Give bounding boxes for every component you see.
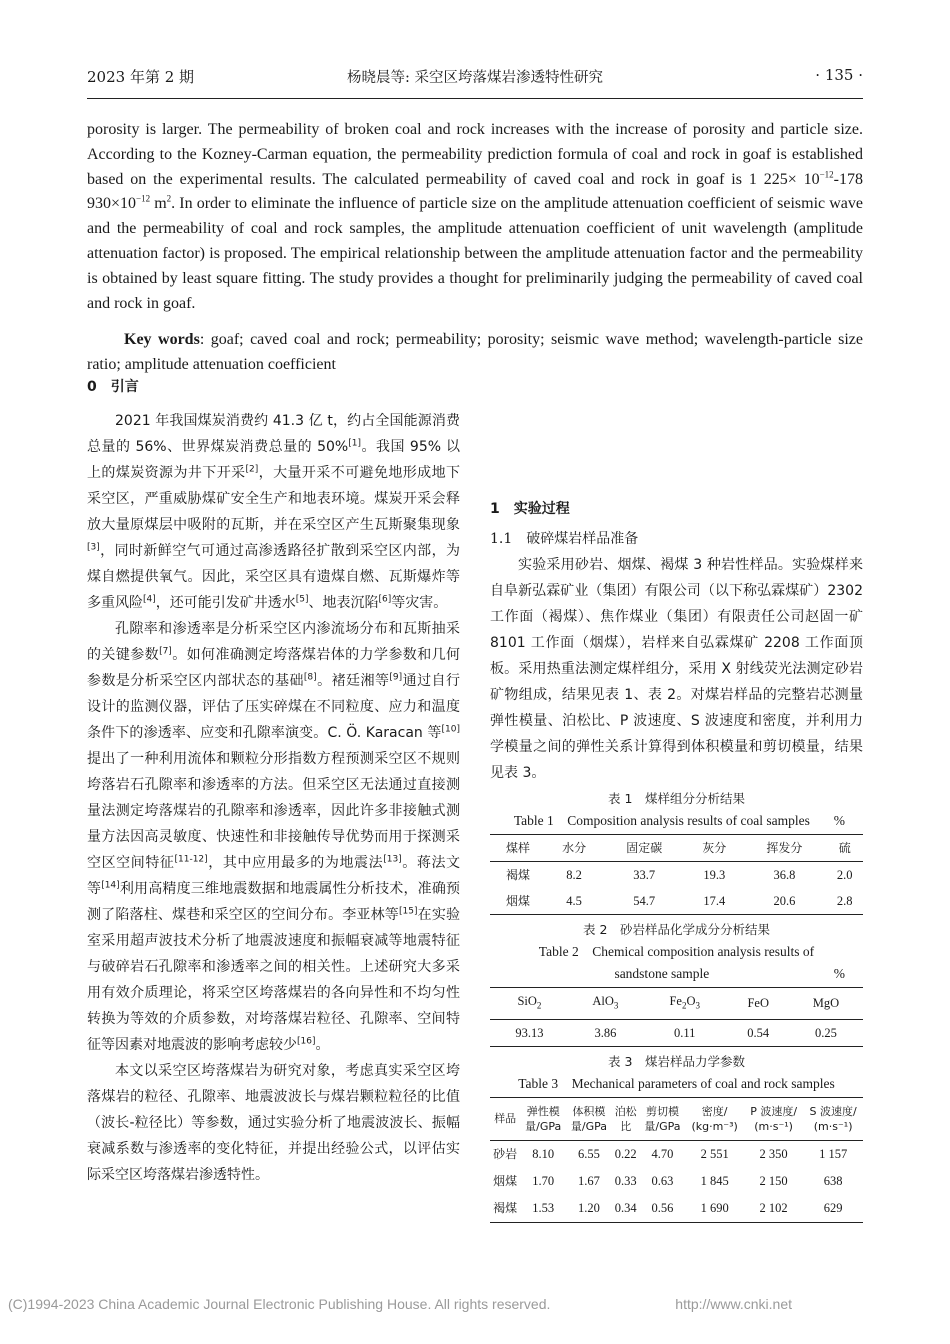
table3-cell: 烟煤 (493, 1174, 518, 1188)
table3-cell: 1.20 (577, 1201, 600, 1215)
table3-cell: 褐煤 (493, 1201, 518, 1215)
table1-cell: 2.8 (836, 894, 853, 908)
keywords-label: Key words (124, 331, 200, 349)
section1-paragraph: 实验采用砂岩、烟煤、褐煤 3 种岩性样品。实验煤样来自阜新弘霖矿业（集团）有限公司（以下称弘霖煤矿）2302 工作面（褐煤）、焦作煤业（集团）有限责任公司赵固一矿 8101 工作面（烟煤），岩样来自弘霖煤矿 2208 工作面顶板。采用热重法测定煤样组分，采用 X 射线荧光法测定砂岩矿物组成，结果见表 1、表 2。对煤岩样品的完整岩芯测量弹性模量、泊松比、P 波速度、S 波速度和密度，并利用力学模量之间的弹性关系计算得到体积模量和剪切模量，结果见表 3。 (490, 557, 863, 781)
intro-paragraph-3: 本文以采空区垮落煤岩为研究对象，考虑真实采空区垮落煤岩的粒径、孔隙率、地震波波长与煤岩颗粒粒径的比值（波长-粒径比）等参数，通过实验分析了地震波波长、振幅衰减系数与渗透率的变化特征，并提出经验公式，以评估实际采空区垮落煤岩渗透特性。 (87, 1063, 460, 1183)
table3-cell: 1 157 (819, 1147, 848, 1161)
left-column (87, 360, 460, 1188)
table1-unit: % (833, 813, 845, 828)
table1-cell: 20.6 (773, 894, 796, 908)
table3-cell: 629 (823, 1201, 843, 1215)
table2-caption-cn: 表 2 砂岩样品化学成分分析结果 (583, 922, 770, 937)
table1-cell: 烟煤 (506, 894, 531, 908)
table1-cell: 4.5 (566, 894, 582, 908)
table3-cell: 8.10 (532, 1147, 555, 1161)
table2-header-cell: MgO (812, 996, 840, 1011)
page-footer (0, 1296, 950, 1318)
table1-cell: 褐煤 (506, 868, 531, 882)
table3-header-cell: 弹性模 量/GPa (525, 1104, 562, 1133)
table3-row (490, 1195, 863, 1223)
table1-cell: 33.7 (633, 868, 656, 882)
table1-cell: 19.3 (703, 868, 726, 882)
table1-cell: 17.4 (703, 894, 726, 908)
table3-header-cell: 体积模 量/GPa (570, 1104, 607, 1133)
table3-cell: 0.34 (614, 1201, 637, 1215)
table3-cell: 2 102 (759, 1201, 788, 1215)
table2-cell: 3.86 (594, 1025, 617, 1040)
table3-header-cell: S 波速度/ (m·s⁻¹) (809, 1104, 857, 1133)
copyright-notice: (C)1994-2023 China Academic Journal Electronic Publishing House. All rights reserved. (8, 1296, 551, 1312)
abstract-text: porosity is larger. The permeability of broken coal and rock increases with the increase of porosity and particle size. According to the Kozney-Carman equation, the permeability prediction formula of coal and rock in goaf is established based on the experimental results. The calculated permeability of caved coal and rock in goaf is 1 $225\times 10^{-12}-178$ $930\times 10^{-12}$ $m^2$. In order to eliminate the influence of particle size on the amplitude attenuation coefficient of seismic wave and the permeability of coal and rock samples, the amplitude attenuation coefficient of unit wavelength (amplitude attenuation factor) is proposed. The empirical relationship between the amplitude attenuation factor and the permeability is obtained by least square fitting. The study provides a thought for preliminarily judging the permeability of caved coal and rock in goaf. (87, 121, 863, 312)
table3-cell: 638 (823, 1174, 843, 1188)
table1-header-cell: 煤样 (506, 841, 531, 855)
table3-header-cell: 泊松 比 (614, 1104, 637, 1133)
table2-cell: 0.11 (674, 1025, 696, 1040)
table1-cell: 54.7 (633, 894, 656, 908)
running-title: 杨晓晨等: 采空区垮落煤岩渗透特性研究 (347, 70, 603, 86)
table3-cell: 4.70 (651, 1147, 674, 1161)
table3-cell: 0.33 (614, 1174, 637, 1188)
table1 (490, 834, 863, 915)
table3-cell: 1.70 (532, 1174, 555, 1188)
abstract-block (87, 118, 863, 378)
table3-header-cell: 密度/ (kg·m⁻³) (691, 1104, 738, 1133)
table1-caption-en: Table 1 Composition analysis results of coal samples % (490, 810, 863, 832)
table3-caption-en: Table 3 Mechanical parameters of coal and rock samples (518, 1075, 835, 1091)
table3-cell: 2 150 (759, 1174, 788, 1188)
table1-cell: 2.0 (836, 868, 853, 882)
page-header (87, 66, 863, 96)
table3-cell: 砂岩 (493, 1147, 518, 1161)
table3-cell: 0.56 (651, 1201, 674, 1215)
table2-cell: 0.25 (815, 1025, 837, 1040)
table3-header-cell: P 波速度/ (m·s⁻¹) (750, 1104, 798, 1133)
table1-cell: 36.8 (773, 868, 796, 882)
table2-cell: 0.54 (747, 1025, 770, 1040)
table2-header-cell: SiO$_2$ (517, 994, 542, 1011)
table1-header-cell: 硫 (838, 841, 851, 855)
section-heading-intro: 0 引言 (87, 379, 139, 395)
subsection-heading-1-1: 1.1 破碎煤岩样品准备 (490, 531, 639, 547)
table1-row (490, 862, 863, 889)
right-column (490, 356, 863, 1223)
table3-header-cell: 剪切模 量/GPa (644, 1104, 681, 1133)
table2-caption-en-2: sandstone sample % (490, 963, 863, 985)
table1-row (490, 888, 863, 915)
table1-header-cell: 灰分 (702, 841, 727, 855)
table3-cell: 1 845 (700, 1174, 729, 1188)
table3 (490, 1097, 863, 1223)
table3-cell: 0.22 (614, 1147, 637, 1161)
table3-caption-cn: 表 3 煤岩样品力学参数 (608, 1053, 745, 1069)
table3-header-cell: 样品 (494, 1112, 517, 1125)
section-heading-1: 1 实验过程 (490, 501, 570, 517)
table2 (490, 987, 863, 1047)
intro-paragraph-2: 孔隙率和渗透率是分析采空区内渗流场分布和瓦斯抽采的关键参数[7]。如何准确测定垮落煤岩体的力学参数和几何参数是分析采空区内部状态的基础[8]。褚廷湘等[9]通过自行设计的监测仪器，评估了压实碎煤在不同粒度、应力和温度条件下的渗透率、应变和孔隙率演变。C. Ö. Karacan 等[10]提出了一种利用流体和颗粒分形指数方程预测采空区不规则垮落岩石孔隙率和渗透率的方法。但采空区无法通过直接测量法测定垮落煤岩的孔隙率和渗透率，因此许多非接触式测量方法因高灵敏度、快速性和非接触传导优势而用于探测采空区空间特征[11-12]，其中应用最多的为地震法[13]。蒋法文等[14]利用高精度三维地震数据和地震属性分析技术，准确预测了陷落柱、煤巷和采空区的空间分布。李亚林等[15]在实验室采用超声波技术分析了地震波速度和振幅衰减等地震特征与破碎岩石孔隙率和渗透率之间的相关性。上述研究大多采用有效介质理论，将采空区垮落煤岩的各向异性和不均匀性转换为等效的介质参数，对垮落煤岩粒径、孔隙率、空间特征等因素对地震波的影响考虑较少[16]。 (87, 621, 461, 1053)
table3-row (490, 1168, 863, 1195)
intro-paragraph-1: 2021 年我国煤炭消费约 41.3 亿 t，约占全国能源消费总量的 56%、世界煤炭消费总量的 50%[1]。我国 95% 以上的煤炭资源为井下开采[2]，大量开采不可避免地形成地下采空区，严重威胁煤矿安全生产和地表环境。煤炭开采会释放大量原煤层中吸附的瓦斯，并在采空区产生瓦斯聚集现象[3]，同时新鲜空气可通过高渗透路径扩散到采空区内部，为煤自燃提供氧气。因此，采空区具有遗煤自燃、瓦斯爆炸等多重风险[4]，还可能引发矿井透水[5]、地表沉陷[6]等灾害。 (87, 413, 461, 611)
table3-cell: 0.63 (651, 1174, 674, 1188)
table2-cell: 93.13 (515, 1025, 544, 1040)
publisher-url: http://www.cnki.net (675, 1296, 792, 1312)
table2-header-cell: AlO$_3$ (592, 994, 619, 1011)
keywords: Key words: goaf; caved coal and rock; permeability; porosity; seismic wave method; wavelength-particle size ratio; amplitude attenuation coefficient (87, 331, 864, 374)
table1-header-cell: 挥发分 (766, 841, 803, 855)
table3-cell: 2 551 (700, 1147, 729, 1161)
header-rule (87, 98, 863, 99)
table2-header-cell: $Fe_2O_3$ (669, 994, 700, 1011)
table3-cell: 1.53 (532, 1201, 555, 1215)
table1-cell: 8.2 (566, 868, 582, 882)
table2-unit: % (833, 966, 845, 981)
table1-header-cell: 水分 (562, 841, 587, 855)
table1-header-cell: 固定碳 (626, 841, 663, 855)
table1-caption-cn: 表 1 煤样组分分析结果 (608, 791, 745, 806)
table3-row (490, 1140, 863, 1168)
table2-row (490, 1019, 863, 1046)
journal-issue: 2023 年第 2 期 (87, 68, 195, 86)
table3-cell: 6.55 (577, 1147, 600, 1161)
table2-header-cell: FeO (747, 996, 769, 1011)
table3-cell: 1.67 (577, 1174, 600, 1188)
page-number: · 135 · (815, 66, 863, 84)
table3-cell: 1 690 (700, 1201, 729, 1215)
table2-caption-en-1: Table 2 Chemical composition analysis results of (538, 944, 815, 959)
table3-cell: 2 350 (759, 1147, 788, 1161)
